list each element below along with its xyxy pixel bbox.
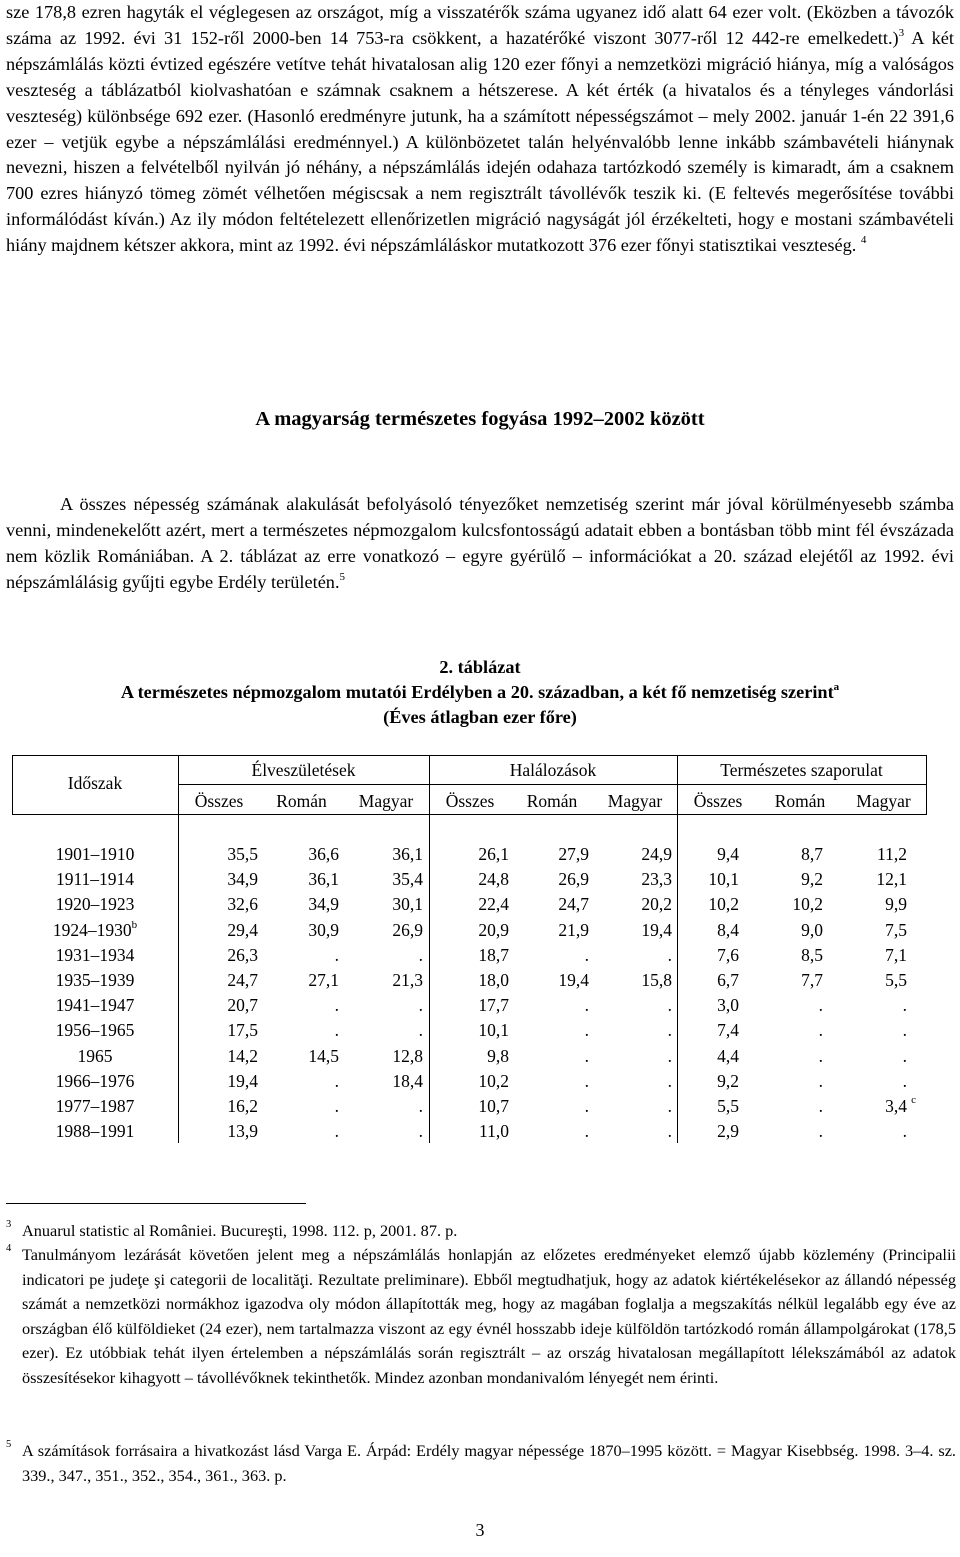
period-text: 1941–1947 [55,995,135,1016]
table-value-cell [753,1121,823,1142]
table-value-cell [669,1071,739,1092]
value-text: 27,1 [308,970,339,990]
table-value-cell [669,970,739,991]
value-text: 14,2 [227,1045,258,1066]
table-value-cell [269,844,339,865]
paragraph-natural-decrease [6,492,954,596]
table-rule-right [926,755,927,814]
table-value-cell [837,869,907,890]
table-value-cell [439,1071,509,1092]
value-text: 5,5 [885,970,907,990]
subheader-births-total: Összes [194,791,244,811]
value-text: 9,8 [487,1045,509,1066]
value-text: . [667,944,672,965]
table-period-cell [12,995,178,1016]
table-value-cell [353,1046,423,1067]
period-text: 1988–1991 [55,1121,135,1142]
value-text: 30,1 [392,894,423,915]
table-period-cell [12,844,178,865]
value-text: 21,9 [558,919,589,940]
table-value-cell [602,920,672,941]
table-value-cell [188,869,258,890]
value-text: . [902,1121,907,1142]
value-text: 9,2 [717,1070,739,1091]
subheader-growth-hungarian: Magyar [856,791,911,811]
table-value-cell [353,869,423,890]
footnote-3 [6,1219,956,1244]
value-text: 36,6 [308,844,339,864]
value-text: 9,0 [801,919,823,940]
value-text: . [418,1096,423,1116]
value-text: 20,9 [478,919,509,940]
table-value-cell [753,920,823,941]
table-value-cell [669,1121,739,1142]
table-period-cell [12,1046,178,1067]
table-value-cell [669,945,739,966]
table-subtitle: (Éves átlagban ezer főre) [383,707,577,727]
table-value-cell [669,844,739,865]
table-rule-subheader [178,784,927,785]
table-value-cell [519,1121,589,1142]
table-value-cell [837,894,907,915]
footnote-text: A számítások forrásaira a hivatkozást lásd Varga E. Árpád: Erdély magyar népessége 1870–1995 között. = Magyar Kisebbség. 1998. 3–4. sz. 339., 347., 351., 352., 354., 361., 363. p. [22,1441,956,1485]
value-text: . [334,944,339,965]
value-text: 8,7 [801,844,823,864]
value-text: 4,4 [717,1045,739,1066]
table-value-cell [602,1096,672,1117]
table-value-cell [353,1020,423,1041]
value-text: 10,2 [792,894,823,915]
table-value-cell [439,1046,509,1067]
table-value-cell [753,1046,823,1067]
table-value-cell [439,869,509,890]
table-value-cell [519,1046,589,1067]
value-text: 23,3 [641,869,672,890]
footnote-4 [6,1243,956,1390]
value-text: . [334,1096,339,1116]
value-text: 10,7 [478,1096,509,1116]
value-text: 29,4 [227,919,258,940]
table-rule-deaths [429,755,430,1143]
table-value-cell [837,1071,907,1092]
table-period-cell [12,1096,178,1117]
period-header: Időszak [67,773,123,793]
table-value-cell [837,970,907,991]
value-text: 26,3 [227,944,258,965]
value-text: 12,1 [876,869,907,890]
value-text: 5,5 [717,1096,739,1116]
table-value-cell [439,894,509,915]
table-title-text: A természetes népmozgalom mutatói Erdélyben a 20. században, a két fő nemzetiség szerint [120,682,834,702]
period-text: 1966–1976 [55,1070,135,1091]
value-text: 3,0 [717,995,739,1016]
footnote-ref[interactable]: 3 [898,26,905,39]
table-value-cell [353,1121,423,1142]
vital-statistics-table [0,755,960,1155]
value-text: 24,8 [478,869,509,890]
period-text: 1931–1934 [55,944,135,965]
table-value-cell [669,869,739,890]
table-value-cell [753,1096,823,1117]
table-value-cell [269,920,339,941]
table-value-cell [837,1020,907,1041]
value-text: . [902,1045,907,1066]
table-value-cell [188,1096,258,1117]
value-text: . [584,1070,589,1091]
table-value-cell [269,869,339,890]
table-value-cell [188,945,258,966]
table-value-cell [439,844,509,865]
subheader-deaths-total: Összes [445,791,495,811]
table-period-cell [12,945,178,966]
value-text: . [818,1070,823,1091]
table-value-cell [188,894,258,915]
value-text: . [418,944,423,965]
footnote-ref: b [131,918,138,931]
value-text: 16,2 [227,1096,258,1116]
value-text: . [584,995,589,1016]
table-value-cell [269,894,339,915]
table-period-cell [12,970,178,991]
value-text: 34,9 [227,869,258,890]
value-text: . [667,1096,672,1116]
footnote-number: 4 [6,1243,12,1254]
subheader-deaths-romanian: Román [526,791,578,811]
table-value-cell [439,1020,509,1041]
value-text: 18,4 [392,1070,423,1091]
table-value-cell [269,1046,339,1067]
value-text: 30,9 [308,919,339,940]
value-text: . [667,1070,672,1091]
table-value-cell [439,920,509,941]
value-text: 17,7 [478,995,509,1016]
table-value-cell [269,1071,339,1092]
table-value-cell [188,1046,258,1067]
table-value-cell [753,869,823,890]
value-text: 7,6 [717,944,739,965]
value-text: 26,9 [392,919,423,940]
table-value-cell [837,1046,907,1067]
table-period-cell [12,920,178,941]
table-value-cell [269,1020,339,1041]
value-text: 26,1 [478,844,509,864]
table-period-cell [12,1020,178,1041]
value-text: . [667,995,672,1016]
table-value-cell [353,844,423,865]
table-value-cell [269,945,339,966]
value-text: . [818,1121,823,1142]
value-text: . [584,944,589,965]
value-text: . [334,1070,339,1091]
paragraph-text: sze 178,8 ezren hagyták el véglegesen az országot, míg a visszatérők száma ugyanez idő alatt 64 ezer volt. (Eközben a távozók száma az 1992. évi 31 152-ről 2000-ben 14 753-ra csökkent, a hazatérőké viszont 3077-ről 12 442-re emelkedett.) [6,2,954,48]
footnote-ref[interactable]: 4 [860,234,867,247]
table-value-cell [519,1096,589,1117]
subheader-growth-romanian: Román [774,791,826,811]
footnote-number: 5 [6,1439,12,1450]
value-text: 2,9 [717,1121,739,1142]
table-value-cell [602,1071,672,1092]
table-value-cell [837,1121,907,1142]
table-number: 2. táblázat [439,657,521,677]
table-value-cell [753,1020,823,1041]
table-period-cell [12,1121,178,1142]
period-text: 1935–1939 [55,970,135,990]
value-text: 35,4 [392,869,423,890]
table-value-cell [439,1121,509,1142]
table-value-cell [519,894,589,915]
value-text: 36,1 [392,844,423,864]
table-value-cell [188,970,258,991]
value-text: . [584,1121,589,1142]
value-text: 21,3 [392,970,423,990]
value-text: 27,9 [558,844,589,864]
footnote-rule [6,1203,306,1204]
table-value-cell [519,869,589,890]
table-value-cell [269,970,339,991]
table-value-cell [188,1020,258,1041]
value-text: 15,8 [641,970,672,990]
table-value-cell [837,844,907,865]
value-text: 7,1 [885,944,907,965]
table-value-cell [669,1096,739,1117]
subheader-deaths-hungarian: Magyar [607,791,663,811]
table-value-cell [753,995,823,1016]
table-period-cell [12,1071,178,1092]
value-text: 24,7 [558,894,589,915]
period-text: 1911–1914 [55,869,135,890]
table-value-cell [602,869,672,890]
value-text: 10,1 [478,1020,509,1041]
page-number: 3 [475,1520,485,1540]
table-value-cell [519,970,589,991]
table-value-cell [753,945,823,966]
value-text: . [902,995,907,1016]
table-value-cell [602,970,672,991]
footnote-ref[interactable]: 5 [339,570,346,583]
period-text: 1901–1910 [55,844,135,864]
value-text: . [818,1096,823,1116]
value-text: 22,4 [478,894,509,915]
table-value-cell [519,995,589,1016]
table-value-cell [439,1096,509,1117]
table-value-cell [669,894,739,915]
value-text: . [818,995,823,1016]
group-header-births: Élveszületések [251,760,356,780]
table-value-cell [353,995,423,1016]
table-period-cell [12,869,178,890]
value-text: . [334,995,339,1016]
value-text: 7,5 [885,919,907,940]
table-value-cell [753,894,823,915]
value-text: . [418,995,423,1016]
table-value-cell [353,945,423,966]
paragraph-text: A két népszámlálás közti évtized egészére vetítve tehát hivatalosan alig 120 ezer főnyi a nemzetközi migráció hiánya, míg a valóságos veszteség a táblázatból kiolvashatóan e számnak csaknem a hétszerese. A két érték (a hivatalos és a tényleges vándorlási veszteség) különbsége 692 ezer. (Hasonló eredményre jutunk, ha a számított népességszámot – mely 2002. január 1-én 22 391,6 ezer – vetjük egybe a népszámlálási eredménnyel.) A különbözetet talán helyénvalóbb lenne inkább számbavételi hiánynak nevezni, hiszen a felvételből nyilván jó néhány, a népszámlálás idején odahaza tartózkodó személy is kimaradt, ám a csaknem 700 ezres hiányzó tömeg zömét vélhetően mégiscsak a nem regisztrált távollévők teszik ki. (E feltevés megerősítése további informálódást kíván.) Az ily módon feltételezett ellenőrizetlen migráció nagyságát jól érzékelteti, hogy e mostani számbavételi hiány majdnem kétszer akkora, mint az 1992. évi népszámláláskor mutatkozott 376 ezer főnyi statisztikai veszteség. [6,27,954,256]
value-text: 20,7 [227,995,258,1016]
value-text: 24,9 [641,844,672,864]
value-text: 7,4 [717,1020,739,1041]
value-text: . [667,1121,672,1142]
footnote-text: Tanulmányom lezárását követően jelent meg a népszámlálás honlapján az előzetes eredményeket elemző újabb közlemény (Principalii indicatori pe judeţe şi categorii de localităţi. Rezultate preliminare). Ebből megtudhatjuk, hogy az adatok kiértékelésekor az állandó népesség számát a nemzetközi normákhoz igazodva oly módon állapították meg, hogy az magában foglalja a megszakítás nélkül legalább egy éve az országban élő külföldieket (24 ezer), nem tartalmazza viszont az egy évnél hosszabb ideje külföldön tartózkodó román állampolgárokat (178,5 ezer). Ez utóbbiak tehát ilyen értelemben a népszámlálás során regisztrált – az ország hivatalosan megállapított lélekszámából az adatok összesítésekor kihagyott – távollévőknek tekinthetők. Mindez azonban mondanivalóm lényegét nem érinti. [22,1245,956,1387]
table-value-cell [602,894,672,915]
table-value-cell [519,920,589,941]
value-text: . [667,1045,672,1066]
value-text: 36,1 [308,869,339,890]
value-text: 12,8 [392,1045,423,1066]
table-value-cell [269,1096,339,1117]
value-text: 7,7 [801,970,823,990]
table-value-cell [602,945,672,966]
table-value-cell [353,1096,423,1117]
value-text: 20,2 [641,894,672,915]
table-value-cell [602,1020,672,1041]
paragraph-text: A összes népesség számának alakulását befolyásoló tényezőket nemzetiség szerint már jóval körülményesebb számba venni, mindenekelőtt azért, mert a természetes népmozgalom kulcsfontosságú adatait ebben a bontásban több mint fél évszázada nem közlik Romániában. A 2. táblázat az erre vonatkozó – egyre gyérülő – információkat a 20. század elejétől az 1992. évi népszámlálásig gyűjti egybe Erdély területén. [6,494,954,592]
period-text: 1965 [77,1045,113,1066]
table-value-cell [837,995,907,1016]
value-text: 24,7 [227,970,258,990]
table-value-cell [753,970,823,991]
value-text: 17,5 [227,1020,258,1041]
table-value-cell [669,995,739,1016]
table-value-cell [353,970,423,991]
table-value-cell [837,945,907,966]
table-value-cell [188,920,258,941]
table-value-cell [353,920,423,941]
table-value-cell [753,1071,823,1092]
period-text: 1956–1965 [55,1020,135,1041]
value-text: . [902,1070,907,1091]
value-text: 19,4 [227,1070,258,1091]
table-period-cell [12,894,178,915]
table-value-cell [439,995,509,1016]
group-header-deaths: Halálozások [509,760,597,780]
table-value-cell [188,844,258,865]
value-text: . [818,1045,823,1066]
table-value-cell [188,995,258,1016]
footnote-ref: a [833,680,840,693]
subheader-growth-total: Összes [693,791,743,811]
table-value-cell [439,970,509,991]
table-value-cell [439,945,509,966]
value-text: 14,5 [308,1045,339,1066]
value-text: 34,9 [308,894,339,915]
table-value-cell [669,1020,739,1041]
table-value-cell [353,894,423,915]
value-text: 26,9 [558,869,589,890]
table-value-cell [837,920,907,941]
period-text: 1924–1930 [52,919,132,940]
value-text: 10,2 [478,1070,509,1091]
value-text: 3,4 [885,1096,907,1116]
value-text: 19,4 [641,919,672,940]
table-value-cell [519,844,589,865]
table-value-cell [269,995,339,1016]
value-text: 11,2 [877,844,907,864]
table-rule-period [178,755,179,1143]
value-text: 19,4 [558,970,589,990]
table-value-cell [519,1071,589,1092]
value-text: . [902,1020,907,1041]
table-value-cell [669,1046,739,1067]
value-text: . [334,1020,339,1041]
group-header-growth: Természetes szaporulat [720,760,883,780]
value-text: . [584,1045,589,1066]
value-text: 35,5 [227,844,258,864]
footnote-text: Anuarul statistic al României. Bucureşti, 1998. 112. p, 2001. 87. p. [22,1221,458,1240]
value-text: 32,6 [227,894,258,915]
subheader-births-hungarian: Magyar [358,791,414,811]
table-value-cell [188,1071,258,1092]
table-value-cell [353,1071,423,1092]
table-value-cell [602,1046,672,1067]
table-value-cell [519,945,589,966]
value-text: 13,9 [227,1121,258,1142]
table-value-cell [669,920,739,941]
footnote-5 [6,1439,956,1488]
table-rule-top [12,755,927,756]
value-text: . [418,1020,423,1041]
table-value-cell [602,844,672,865]
table-value-cell [519,1020,589,1041]
table-value-cell [188,1121,258,1142]
table-value-cell [269,1121,339,1142]
table-value-cell [602,1121,672,1142]
value-text: 18,0 [478,970,509,990]
table-rule-header-bottom [12,814,927,815]
value-text: 8,5 [801,944,823,965]
table-value-cell: 3,4 c [885,1094,916,1116]
table-value-cell [602,995,672,1016]
value-text: . [334,1121,339,1142]
period-text: 1977–1987 [55,1096,135,1116]
section-heading: A magyarság természetes fogyása 1992–2002 között [255,408,705,430]
value-text: . [818,1020,823,1041]
value-text: 10,1 [708,869,739,890]
value-text: . [584,1020,589,1041]
value-text: . [584,1096,589,1116]
value-text: 9,2 [801,869,823,890]
value-text: 6,7 [717,970,739,990]
value-text: 9,9 [885,894,907,915]
subheader-births-romanian: Román [276,791,327,811]
period-text: 1920–1923 [55,894,135,915]
value-text: 18,7 [478,944,509,965]
table-title [0,680,960,705]
value-text: . [418,1121,423,1142]
value-text: 9,4 [717,844,739,864]
footnote-number: 3 [6,1219,12,1230]
paragraph-migration [6,0,954,259]
value-text: 10,2 [708,894,739,915]
value-text: 11,0 [479,1121,509,1142]
value-text: . [667,1020,672,1041]
value-text: 8,4 [717,919,739,940]
table-value-cell [753,844,823,865]
